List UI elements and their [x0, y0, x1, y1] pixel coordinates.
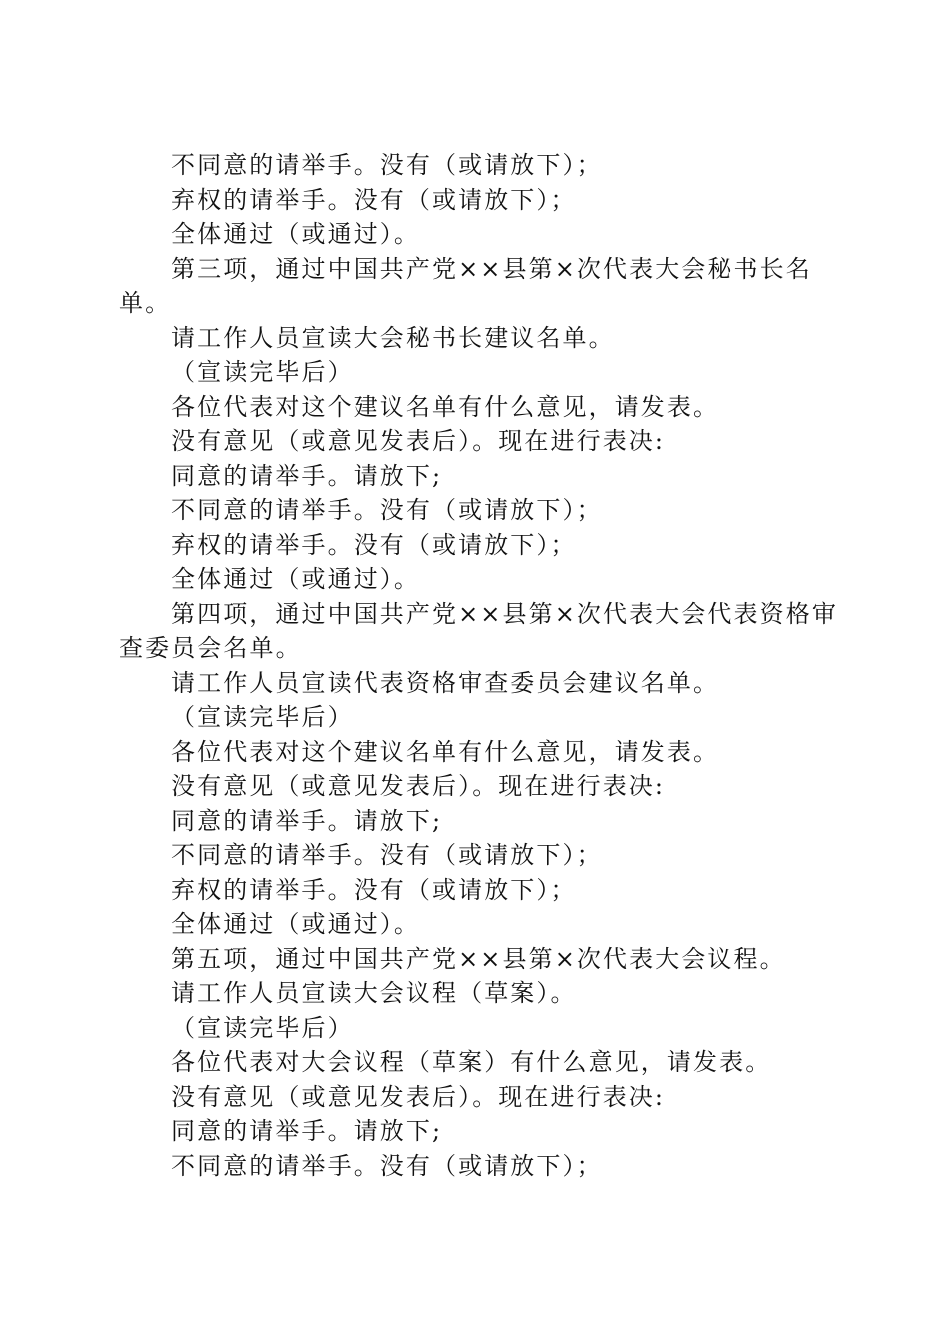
paragraph: 请工作人员宣读大会秘书长建议名单。	[171, 323, 615, 352]
paragraph: 没有意见（或意见发表后）。现在进行表决:	[171, 1082, 666, 1111]
paragraph: 同意的请举手。请放下;	[171, 1117, 443, 1145]
paragraph: 弃权的请举手。没有（或请放下）；	[171, 875, 577, 904]
paragraph: 不同意的请举手。没有（或请放下）；	[171, 151, 603, 179]
paragraph: 不同意的请举手。没有（或请放下）；	[171, 841, 603, 869]
paragraph: 请工作人员宣读代表资格审查委员会建议名单。	[171, 668, 720, 697]
paragraph: （宣读完毕后）	[171, 703, 354, 731]
paragraph: 同意的请举手。请放下;	[171, 806, 443, 835]
paragraph: 各位代表对这个建议名单有什么意见，请发表。	[171, 392, 720, 421]
paragraph-item-heading: 第四项，通过中国共产党××县第×次代表大会代表资格审查委员会名单。	[119, 599, 838, 662]
paragraph: 全体通过（或通过）。	[171, 565, 420, 593]
paragraph: 各位代表对这个建议名单有什么意见，请发表。	[171, 737, 720, 766]
paragraph: 弃权的请举手。没有（或请放下）；	[171, 185, 577, 214]
paragraph: 没有意见（或意见发表后）。现在进行表决:	[171, 772, 666, 800]
paragraph: 各位代表对大会议程（草案）有什么意见，请发表。	[171, 1048, 772, 1076]
paragraph: 全体通过（或通过）。	[171, 220, 420, 248]
paragraph-item-heading: 第五项，通过中国共产党××县第×次代表大会议程。	[171, 944, 786, 973]
paragraph: 不同意的请举手。没有（或请放下）；	[171, 496, 603, 524]
paragraph: 全体通过（或通过）。	[171, 910, 420, 938]
document-body	[119, 148, 839, 1183]
paragraph: （宣读完毕后）	[171, 1013, 354, 1042]
paragraph: 弃权的请举手。没有（或请放下）；	[171, 530, 577, 559]
paragraph: 没有意见（或意见发表后）。现在进行表决:	[171, 427, 666, 455]
paragraph: 同意的请举手。请放下;	[171, 461, 443, 490]
paragraph: （宣读完毕后）	[171, 358, 354, 386]
paragraph-item-heading: 第三项，通过中国共产党××县第×次代表大会秘书长名单。	[119, 254, 812, 317]
paragraph: 不同意的请举手。没有（或请放下）；	[171, 1151, 603, 1180]
paragraph: 请工作人员宣读大会议程（草案）。	[171, 979, 577, 1007]
